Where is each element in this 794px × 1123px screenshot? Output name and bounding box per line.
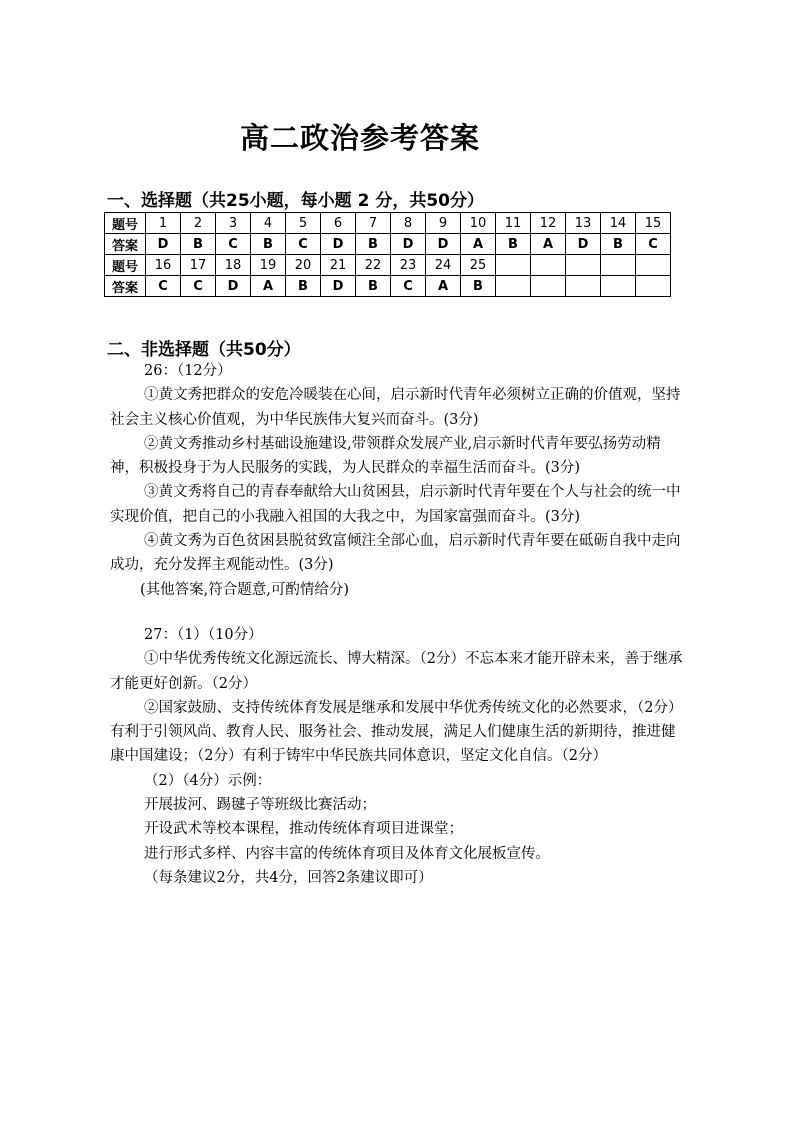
- question-number: 15: [636, 213, 671, 234]
- row-label-answer: 答案: [105, 234, 146, 255]
- question-26-label: 26：（12分）: [144, 363, 232, 379]
- table-row: [105, 234, 671, 255]
- question-number: 16: [146, 255, 181, 276]
- answer-cell: B: [496, 234, 531, 255]
- answer-point: ②国家鼓励、支持传统体育发展是继承和发展中华优秀传统文化的必然要求，（2分）有利于引领风尚、教育人民、服务社会、推动发展，满足人们健康生活的新期待，推进健康中国建设；（2分）有利于铸牢中华民族共同体意识，坚定文化自信。（2分）: [110, 699, 683, 765]
- table-row: [105, 276, 671, 297]
- example-item: 开设武术等校本课程，推动传统体育项目进课堂；: [144, 821, 463, 838]
- answer-point: ③黄文秀将自己的青春奉献给大山贫困县，启示新时代青年要在个人与社会的统一中实现价值，把自己的小我融入祖国的大我之中，为国家富强而奋斗。(3分): [110, 484, 681, 525]
- scoring-note: (其他答案,符合题意,可酌情给分): [140, 581, 350, 598]
- question-number: 23: [391, 255, 426, 276]
- row-label-number: 题号: [105, 213, 146, 234]
- question-number: 12: [531, 213, 566, 234]
- answer-cell: C: [146, 276, 181, 297]
- question-number: 17: [181, 255, 216, 276]
- question-number: 24: [426, 255, 461, 276]
- answer-cell: C: [286, 234, 321, 255]
- empty-cell: [496, 255, 531, 276]
- answer-cell: C: [181, 276, 216, 297]
- question-27-label: 27：（1）（10分）: [144, 627, 263, 643]
- row-label-number: 题号: [105, 255, 146, 276]
- answer-point: ②黄文秀推动乡村基础设施建设,带领群众发展产业,启示新时代青年要弘扬劳动精神，积极投身于为人民服务的实践，为人民群众的幸福生活而奋斗。(3分): [110, 435, 661, 477]
- scoring-note: （每条建议2分，共4分，回答2条建议即可）: [144, 869, 433, 886]
- question-number: 25: [461, 255, 496, 276]
- answer-cell: A: [531, 234, 566, 255]
- empty-cell: [636, 255, 671, 276]
- empty-cell: [636, 276, 671, 297]
- answer-cell: B: [356, 276, 391, 297]
- page-title: 高二政治参考答案: [239, 121, 480, 155]
- answer-cell: A: [426, 276, 461, 297]
- question-number: 2: [181, 213, 216, 234]
- question-27-part2-label: （2）（4分）示例：: [144, 772, 272, 789]
- answer-point: ①黄文秀把群众的安危冷暖装在心间，启示新时代青年必须树立正确的价值观，坚持社会主义核心价值观，为中华民族伟大复兴而奋斗。(3分): [110, 387, 681, 428]
- example-item: 开展拔河、踢毽子等班级比赛活动；: [144, 797, 376, 814]
- question-number: 13: [566, 213, 601, 234]
- question-number: 7: [356, 213, 391, 234]
- answer-point: ④黄文秀为百色贫困县脱贫致富倾注全部心血，启示新时代青年要在砥砺自我中走向成功，充分发挥主观能动性。(3分): [110, 533, 681, 574]
- answer-cell: B: [181, 234, 216, 255]
- answer-cell: D: [321, 276, 356, 297]
- answer-cell: B: [251, 234, 286, 255]
- question-number: 9: [426, 213, 461, 234]
- question-27: [110, 623, 685, 890]
- empty-cell: [601, 276, 636, 297]
- answer-cell: A: [461, 234, 496, 255]
- row-label-answer: 答案: [105, 276, 146, 297]
- empty-cell: [566, 276, 601, 297]
- answer-cell: D: [321, 234, 356, 255]
- answer-cell: C: [216, 234, 251, 255]
- answer-cell: D: [146, 234, 181, 255]
- empty-cell: [531, 276, 566, 297]
- question-number: 6: [321, 213, 356, 234]
- question-number: 3: [216, 213, 251, 234]
- question-number: 14: [601, 213, 636, 234]
- question-number: 21: [321, 255, 356, 276]
- question-number: 19: [251, 255, 286, 276]
- answer-cell: B: [286, 276, 321, 297]
- question-number: 11: [496, 213, 531, 234]
- answer-cell: D: [566, 234, 601, 255]
- question-number: 20: [286, 255, 321, 276]
- empty-cell: [496, 276, 531, 297]
- table-row: [105, 255, 671, 276]
- answer-cell: C: [636, 234, 671, 255]
- question-number: 8: [391, 213, 426, 234]
- answer-cell: D: [426, 234, 461, 255]
- table-row: [105, 213, 671, 234]
- question-number: 1: [146, 213, 181, 234]
- answer-cell: B: [356, 234, 391, 255]
- section2-heading: 二、非选择题（共50分）: [107, 340, 301, 360]
- answer-cell: D: [391, 234, 426, 255]
- question-number: 4: [251, 213, 286, 234]
- answer-cell: B: [601, 234, 636, 255]
- question-number: 22: [356, 255, 391, 276]
- question-number: 5: [286, 213, 321, 234]
- answer-cell: A: [251, 276, 286, 297]
- section1-heading: 一、选择题（共25小题，每小题 2 分，共50分）: [107, 191, 484, 211]
- example-item: 进行形式多样、内容丰富的传统体育项目及体育文化展板宣传。: [144, 845, 550, 862]
- question-number: 18: [216, 255, 251, 276]
- empty-cell: [566, 255, 601, 276]
- answer-point: ①中华优秀传统文化源远流长、博大精深。（2分）不忘本来才能开辟未来，善于继承才能更好创新。（2分）: [110, 651, 683, 692]
- empty-cell: [601, 255, 636, 276]
- answer-cell: C: [391, 276, 426, 297]
- empty-cell: [531, 255, 566, 276]
- answer-cell: D: [216, 276, 251, 297]
- question-26: [110, 359, 685, 602]
- answer-table: [104, 212, 671, 297]
- question-number: 10: [461, 213, 496, 234]
- answer-cell: B: [461, 276, 496, 297]
